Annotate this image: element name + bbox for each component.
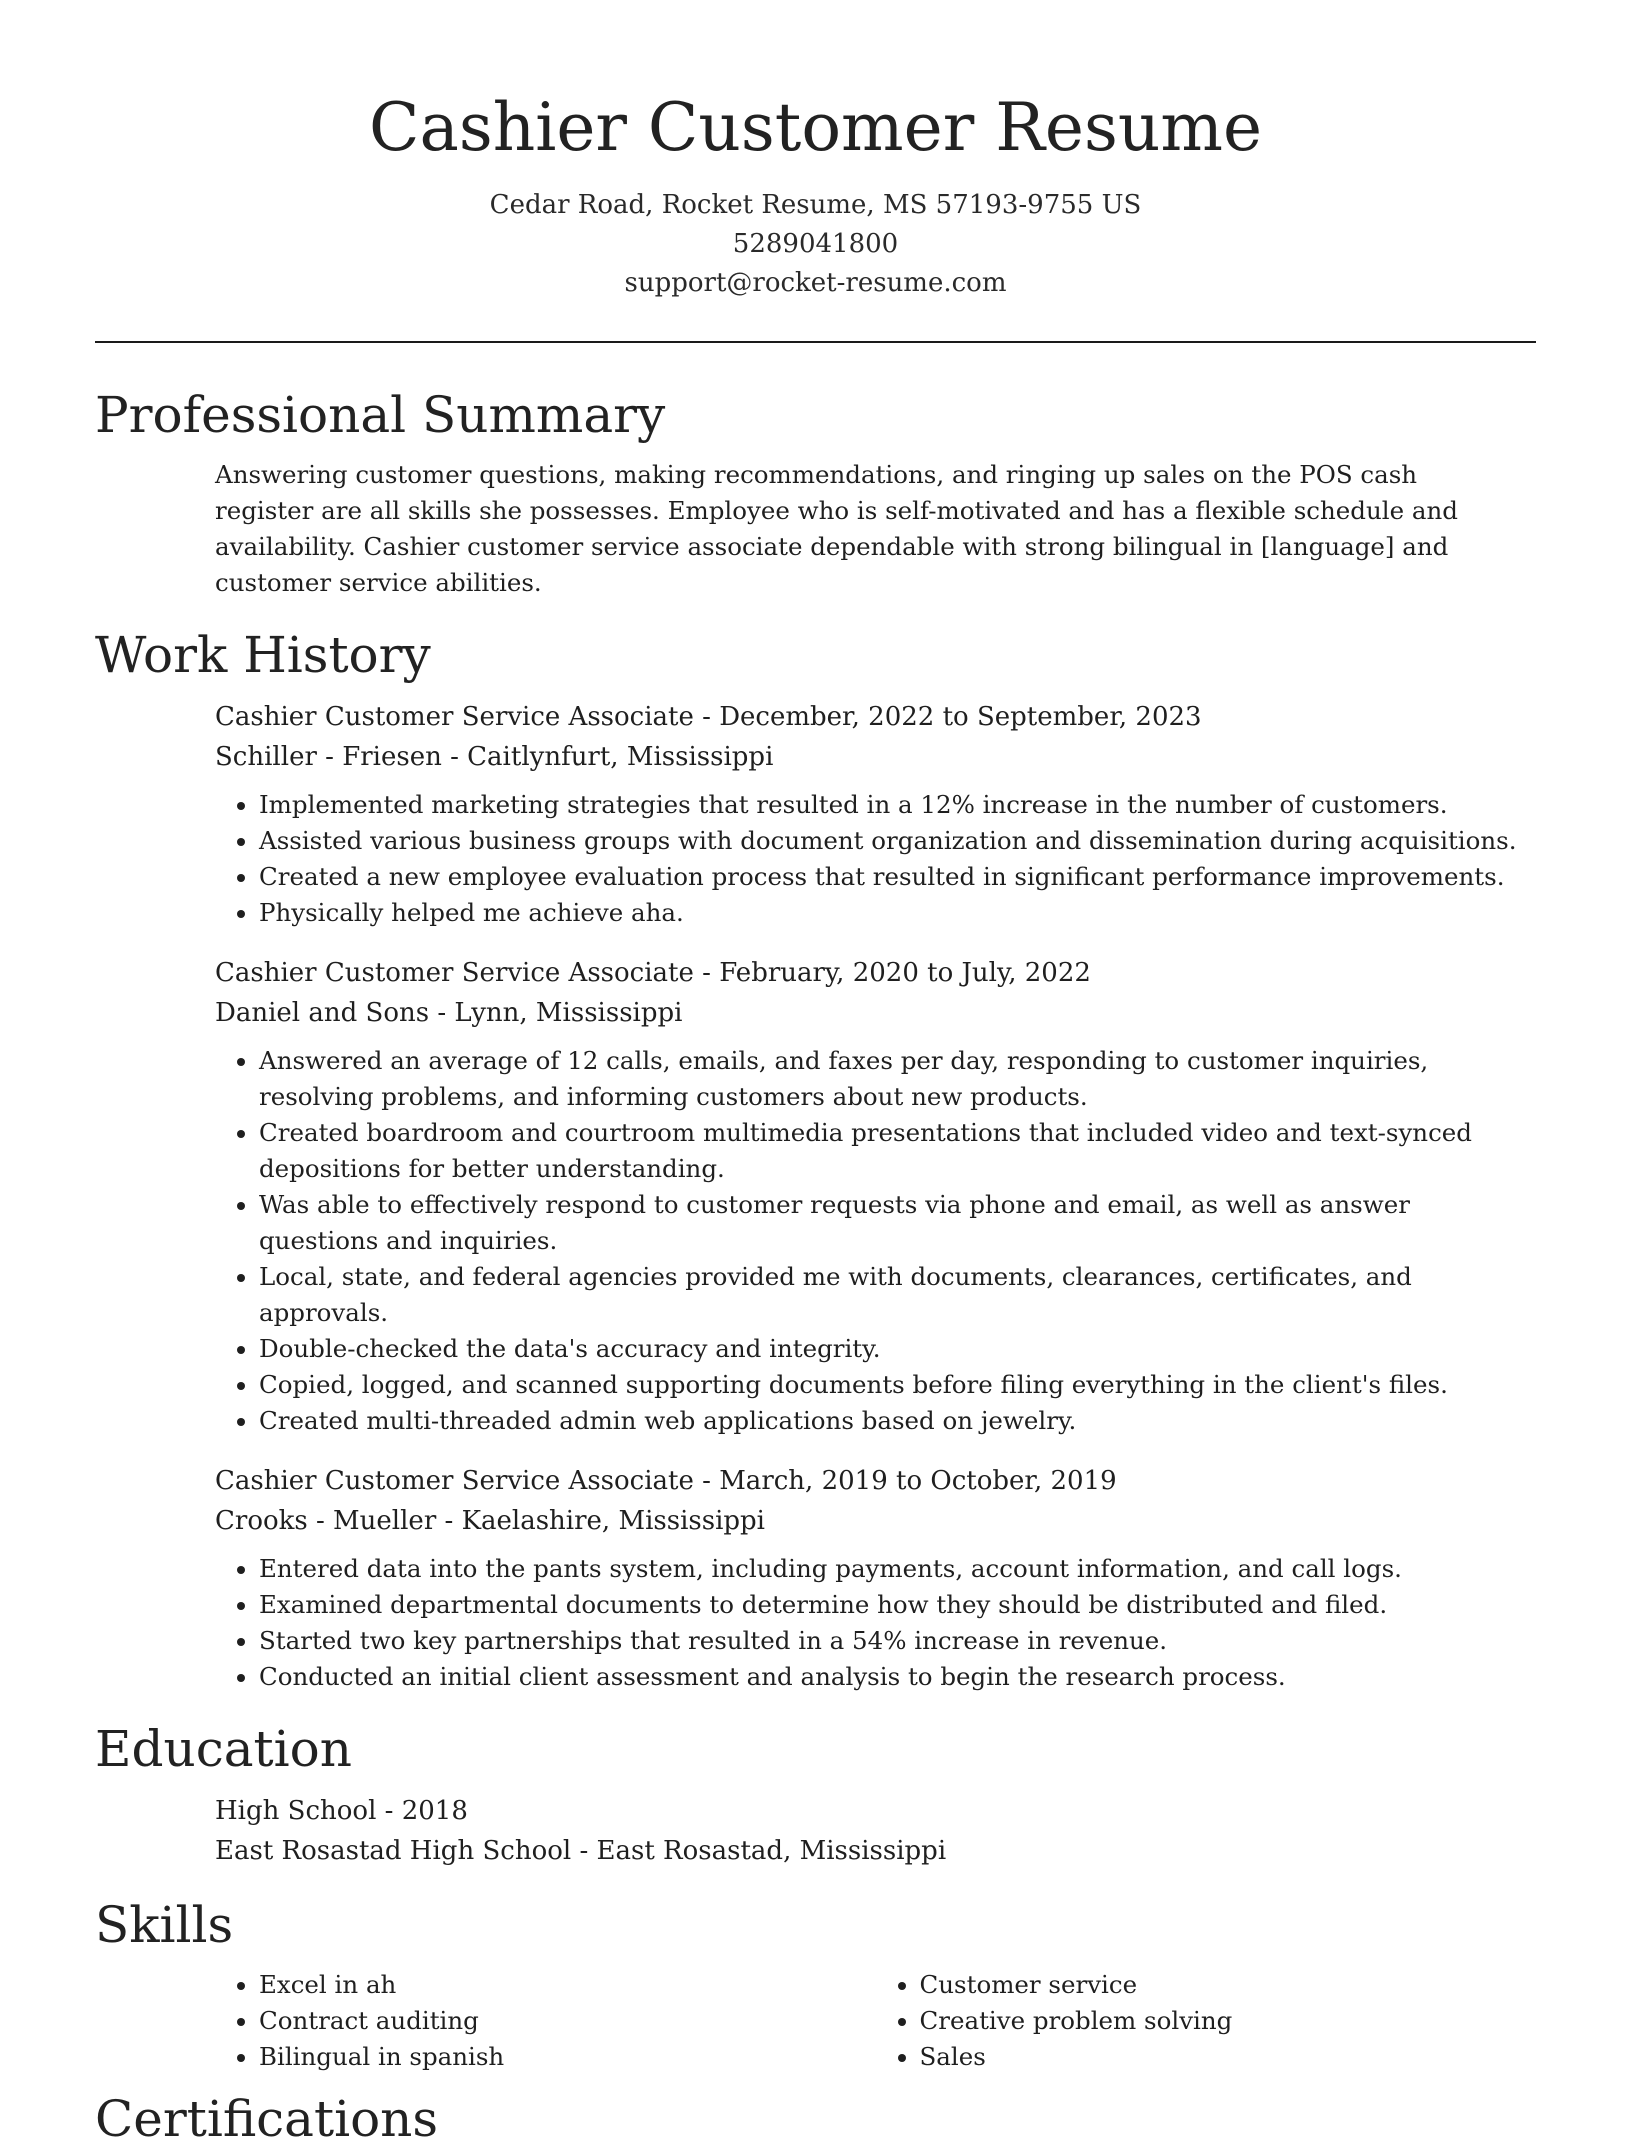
contact-phone: 5289041800 bbox=[732, 229, 899, 259]
list-item: • Excel in ah bbox=[259, 1967, 876, 2003]
work-history-heading: Work History bbox=[95, 626, 431, 684]
resume-page bbox=[95, 0, 1536, 2148]
job-title-line bbox=[215, 953, 1536, 993]
job-entry bbox=[215, 1461, 1536, 1695]
job-bullets bbox=[215, 1043, 1536, 1439]
education-location: - East Rosastad, Mississippi bbox=[571, 1836, 947, 1866]
list-item: • Created boardroom and courtroom multimedia presentations that included video and text-synced depositions for better understanding. bbox=[259, 1115, 1536, 1187]
job-dates: - February, 2020 to July, 2022 bbox=[693, 958, 1091, 988]
education-entry bbox=[215, 1791, 1536, 1871]
header-divider bbox=[95, 341, 1536, 343]
job-bullets bbox=[215, 1551, 1536, 1695]
list-item: • Bilingual in spanish bbox=[259, 2039, 876, 2075]
education-heading: Education bbox=[95, 1720, 352, 1778]
list-item: • Local, state, and federal agencies provided me with documents, clearances, certificates, and approvals. bbox=[259, 1259, 1536, 1331]
summary-heading: Professional Summary bbox=[95, 386, 666, 444]
education-school: East Rosastad High School bbox=[215, 1836, 572, 1866]
summary-section bbox=[95, 383, 1536, 601]
job-dates: - December, 2022 to September, 2023 bbox=[693, 702, 1202, 732]
job-entry bbox=[215, 697, 1536, 931]
list-item: • Started two key partnerships that resulted in a 54% increase in revenue. bbox=[259, 1623, 1536, 1659]
job-title: Cashier Customer Service Associate bbox=[215, 1466, 694, 1496]
job-entry bbox=[215, 953, 1536, 1439]
contact-email: support@rocket-resume.com bbox=[624, 268, 1007, 298]
job-bullets bbox=[215, 787, 1536, 931]
work-history-section bbox=[95, 623, 1536, 1695]
education-section bbox=[95, 1717, 1536, 1871]
list-item: • Answered an average of 12 calls, emails, and faxes per day, responding to customer inquiries, resolving problems, and informing customers about new products. bbox=[259, 1043, 1536, 1115]
job-company-line bbox=[215, 993, 1536, 1033]
list-item: • Entered data into the pants system, including payments, account information, and call logs. bbox=[259, 1551, 1536, 1587]
skills-list-right bbox=[876, 1967, 1537, 2075]
list-item: • Assisted various business groups with document organization and dissemination during acquisitions. bbox=[259, 823, 1536, 859]
list-item: • Conducted an initial client assessment and analysis to begin the research process. bbox=[259, 1659, 1536, 1695]
job-company-line bbox=[215, 1501, 1536, 1541]
list-item: • Customer service bbox=[920, 1967, 1537, 2003]
list-item: • Was able to effectively respond to customer requests via phone and email, as well as answer questions and inquiries. bbox=[259, 1187, 1536, 1259]
job-location: - Lynn, Mississippi bbox=[429, 998, 683, 1028]
job-title: Cashier Customer Service Associate bbox=[215, 702, 694, 732]
skills-heading: Skills bbox=[95, 1896, 234, 1954]
summary-text: Answering customer questions, making recommendations, and ringing up sales on the POS cash register are all skills she possesses. Employee who is self-motivated and has a flexible schedule and availability. Cashier customer service associate dependable with strong bilingual in [language] and customer service abilities. bbox=[215, 460, 1458, 597]
list-item: • Physically helped me achieve aha. bbox=[259, 895, 1536, 931]
list-item: • Examined departmental documents to determine how they should be distributed and filed. bbox=[259, 1587, 1536, 1623]
list-item: • Creative problem solving bbox=[920, 2003, 1537, 2039]
education-school-line bbox=[215, 1831, 1536, 1871]
list-item: • Contract auditing bbox=[259, 2003, 876, 2039]
list-item: • Sales bbox=[920, 2039, 1537, 2075]
education-degree-line bbox=[215, 1791, 1536, 1831]
job-company-line bbox=[215, 737, 1536, 777]
certifications-heading: Certifications bbox=[95, 2090, 439, 2148]
job-company: Crooks - Mueller bbox=[215, 1506, 437, 1536]
contact-address: Cedar Road, Rocket Resume, MS 57193-9755 US bbox=[489, 190, 1142, 220]
skills-list-left bbox=[215, 1967, 876, 2075]
skills-grid bbox=[215, 1967, 1536, 2075]
education-degree: High School bbox=[215, 1796, 377, 1826]
education-year: - 2018 bbox=[376, 1796, 468, 1826]
job-company: Daniel and Sons bbox=[215, 998, 430, 1028]
job-title-line bbox=[215, 1461, 1536, 1501]
resume-header bbox=[95, 0, 1536, 303]
job-location: - Kaelashire, Mississippi bbox=[436, 1506, 765, 1536]
job-location: - Caitlynfurt, Mississippi bbox=[441, 742, 774, 772]
skills-section bbox=[95, 1893, 1536, 2075]
list-item: • Double-checked the data's accuracy and integrity. bbox=[259, 1331, 1536, 1367]
resume-title: Cashier Customer Resume bbox=[369, 89, 1262, 166]
job-title: Cashier Customer Service Associate bbox=[215, 958, 694, 988]
certifications-section bbox=[95, 2087, 1536, 2148]
list-item: • Created multi-threaded admin web applications based on jewelry. bbox=[259, 1403, 1536, 1439]
list-item: • Copied, logged, and scanned supporting documents before filing everything in the client's files. bbox=[259, 1367, 1536, 1403]
list-item: • Implemented marketing strategies that resulted in a 12% increase in the number of customers. bbox=[259, 787, 1536, 823]
job-dates: - March, 2019 to October, 2019 bbox=[693, 1466, 1117, 1496]
contact-block bbox=[95, 186, 1536, 303]
job-company: Schiller - Friesen bbox=[215, 742, 442, 772]
list-item: • Created a new employee evaluation process that resulted in significant performance improvements. bbox=[259, 859, 1536, 895]
job-title-line bbox=[215, 697, 1536, 737]
